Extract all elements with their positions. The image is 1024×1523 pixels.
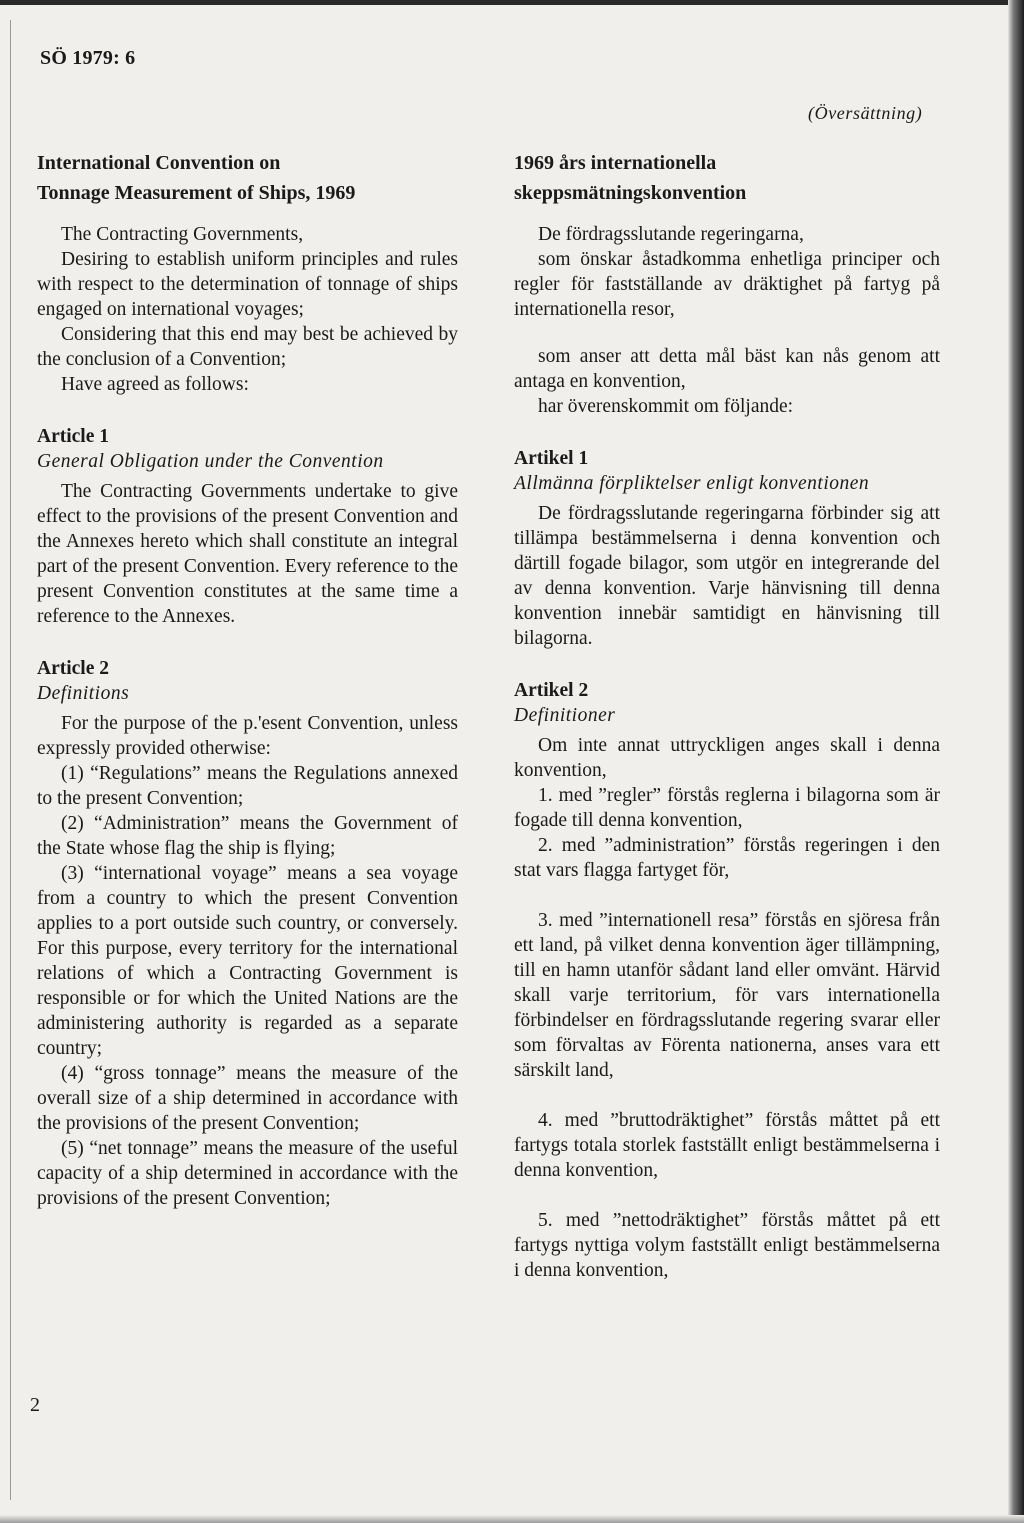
swedish-article-2-subheading: Definitioner (514, 705, 616, 726)
english-preamble-1: The Contracting Governments, (61, 224, 304, 245)
swedish-definition-1: 1. med ”regler” förstås reglerna i bilagorna som är fogade till denna konvention, (514, 785, 940, 831)
swedish-preamble-2: som önskar åstadkomma enhetliga principer och regler för fastställande av dräktighet på fartyg på internationella resor, (514, 249, 940, 320)
spacer (514, 322, 940, 344)
english-definition-1: (1) “Regulations” means the Regulations annexed to the present Convention; (37, 763, 458, 809)
swedish-article-1-subheading: Allmänna förpliktelser enligt konventionen (514, 473, 870, 494)
swedish-definition-2: 2. med ”administration” förstås regeringen i den stat vars flagga fartyget för, (514, 835, 940, 881)
swedish-preamble-1: De fördragsslutande regeringarna, (538, 224, 804, 245)
document-reference: SÖ 1979: 6 (40, 47, 136, 69)
swedish-article-2-heading: Artikel 2 (514, 680, 589, 701)
english-definition-4: (4) “gross tonnage” means the measure of the overall size of a ship determined in accordance with the provisions of the present Convention; (37, 1063, 458, 1134)
page-number: 2 (30, 1394, 40, 1416)
page-left-edge (10, 20, 11, 1500)
swedish-title (514, 148, 940, 208)
english-article-1-heading: Article 1 (37, 426, 110, 447)
swedish-definition-4: 4. med ”bruttodräktighet” förstås måttet på ett fartygs totala storlek fastställt enligt bestämmelserna i denna konvention, (514, 1110, 940, 1181)
spacer (514, 1083, 940, 1108)
page-bottom-edge (0, 1515, 1024, 1523)
swedish-column (514, 148, 940, 1283)
translation-note: (Översättning) (808, 103, 923, 123)
english-preamble-2: Desiring to establish uniform principles and rules with respect to the determination of tonnage of ships engaged on international voyages; (37, 249, 458, 320)
swedish-article-1-text: De fördragsslutande regeringarna förbinder sig att tillämpa bestämmelserna i denna konvention och därtill fogade bilagor, som utgör en integrerande del av denna konvention. Varje hänvisning till denna konvention innebär samtidigt en hänvisning till bilagorna. (514, 503, 940, 649)
swedish-preamble-4: har överenskommit om följande: (538, 396, 794, 417)
english-definition-2: (2) “Administration” means the Government of the State whose flag the ship is flying; (37, 813, 458, 859)
english-article-2-heading: Article 2 (37, 658, 110, 679)
spacer (514, 883, 940, 908)
english-article-1-text: The Contracting Governments undertake to give effect to the provisions of the present Convention and the Annexes hereto which shall constitute an integral part of the present Convention. Every reference to the present Convention constitutes at the same time a reference to the Annexes. (37, 481, 458, 627)
page-top-edge (0, 0, 1024, 5)
page-right-edge (1008, 0, 1024, 1523)
english-title-line-1: International Convention on (37, 152, 281, 174)
swedish-definition-5: 5. med ”nettodräktighet” förstås måttet på ett fartygs nyttiga volym fastställt enligt bestämmelserna i denna konvention, (514, 1210, 940, 1281)
english-definition-3: (3) “international voyage” means a sea voyage from a country to which the present Convention applies to a port outside such country, or conversely. For this purpose, every territory for the international relations of which a Contracting Government is responsible or for which the United Nations are the administering authority is regarded as a separate country; (37, 863, 458, 1059)
english-column (37, 148, 458, 1211)
english-title (37, 148, 458, 208)
english-article-2-subheading: Definitions (37, 683, 130, 704)
swedish-preamble-3: som anser att detta mål bäst kan nås genom att antaga en konvention, (514, 346, 940, 392)
swedish-title-line-2: skeppsmätningskonvention (514, 182, 747, 204)
english-article-2-intro: For the purpose of the p.'esent Convention, unless expressly provided otherwise: (37, 713, 458, 759)
english-article-1-subheading: General Obligation under the Convention (37, 451, 384, 472)
swedish-article-1-heading: Artikel 1 (514, 448, 589, 469)
english-definition-5: (5) “net tonnage” means the measure of the useful capacity of a ship determined in accordance with the provisions of the present Convention; (37, 1138, 458, 1209)
spacer (514, 1183, 940, 1208)
english-preamble-4: Have agreed as follows: (61, 374, 249, 395)
swedish-title-line-1: 1969 års internationella (514, 152, 717, 174)
english-preamble-3: Considering that this end may best be achieved by the conclusion of a Convention; (37, 324, 458, 370)
swedish-article-2-intro: Om inte annat uttryckligen anges skall i denna konvention, (514, 735, 940, 781)
english-title-line-2: Tonnage Measurement of Ships, 1969 (37, 182, 356, 204)
swedish-definition-3: 3. med ”internationell resa” förstås en sjöresa från ett land, på vilket denna konvention äger tillämpning, till en hamn utanför sådant land eller omvänt. Härvid skall varje territorium, för vars internationella förbindelser en fördragsslutande regering svarar eller som förvaltas av Förenta nationerna, anses vara ett särskilt land, (514, 910, 940, 1081)
